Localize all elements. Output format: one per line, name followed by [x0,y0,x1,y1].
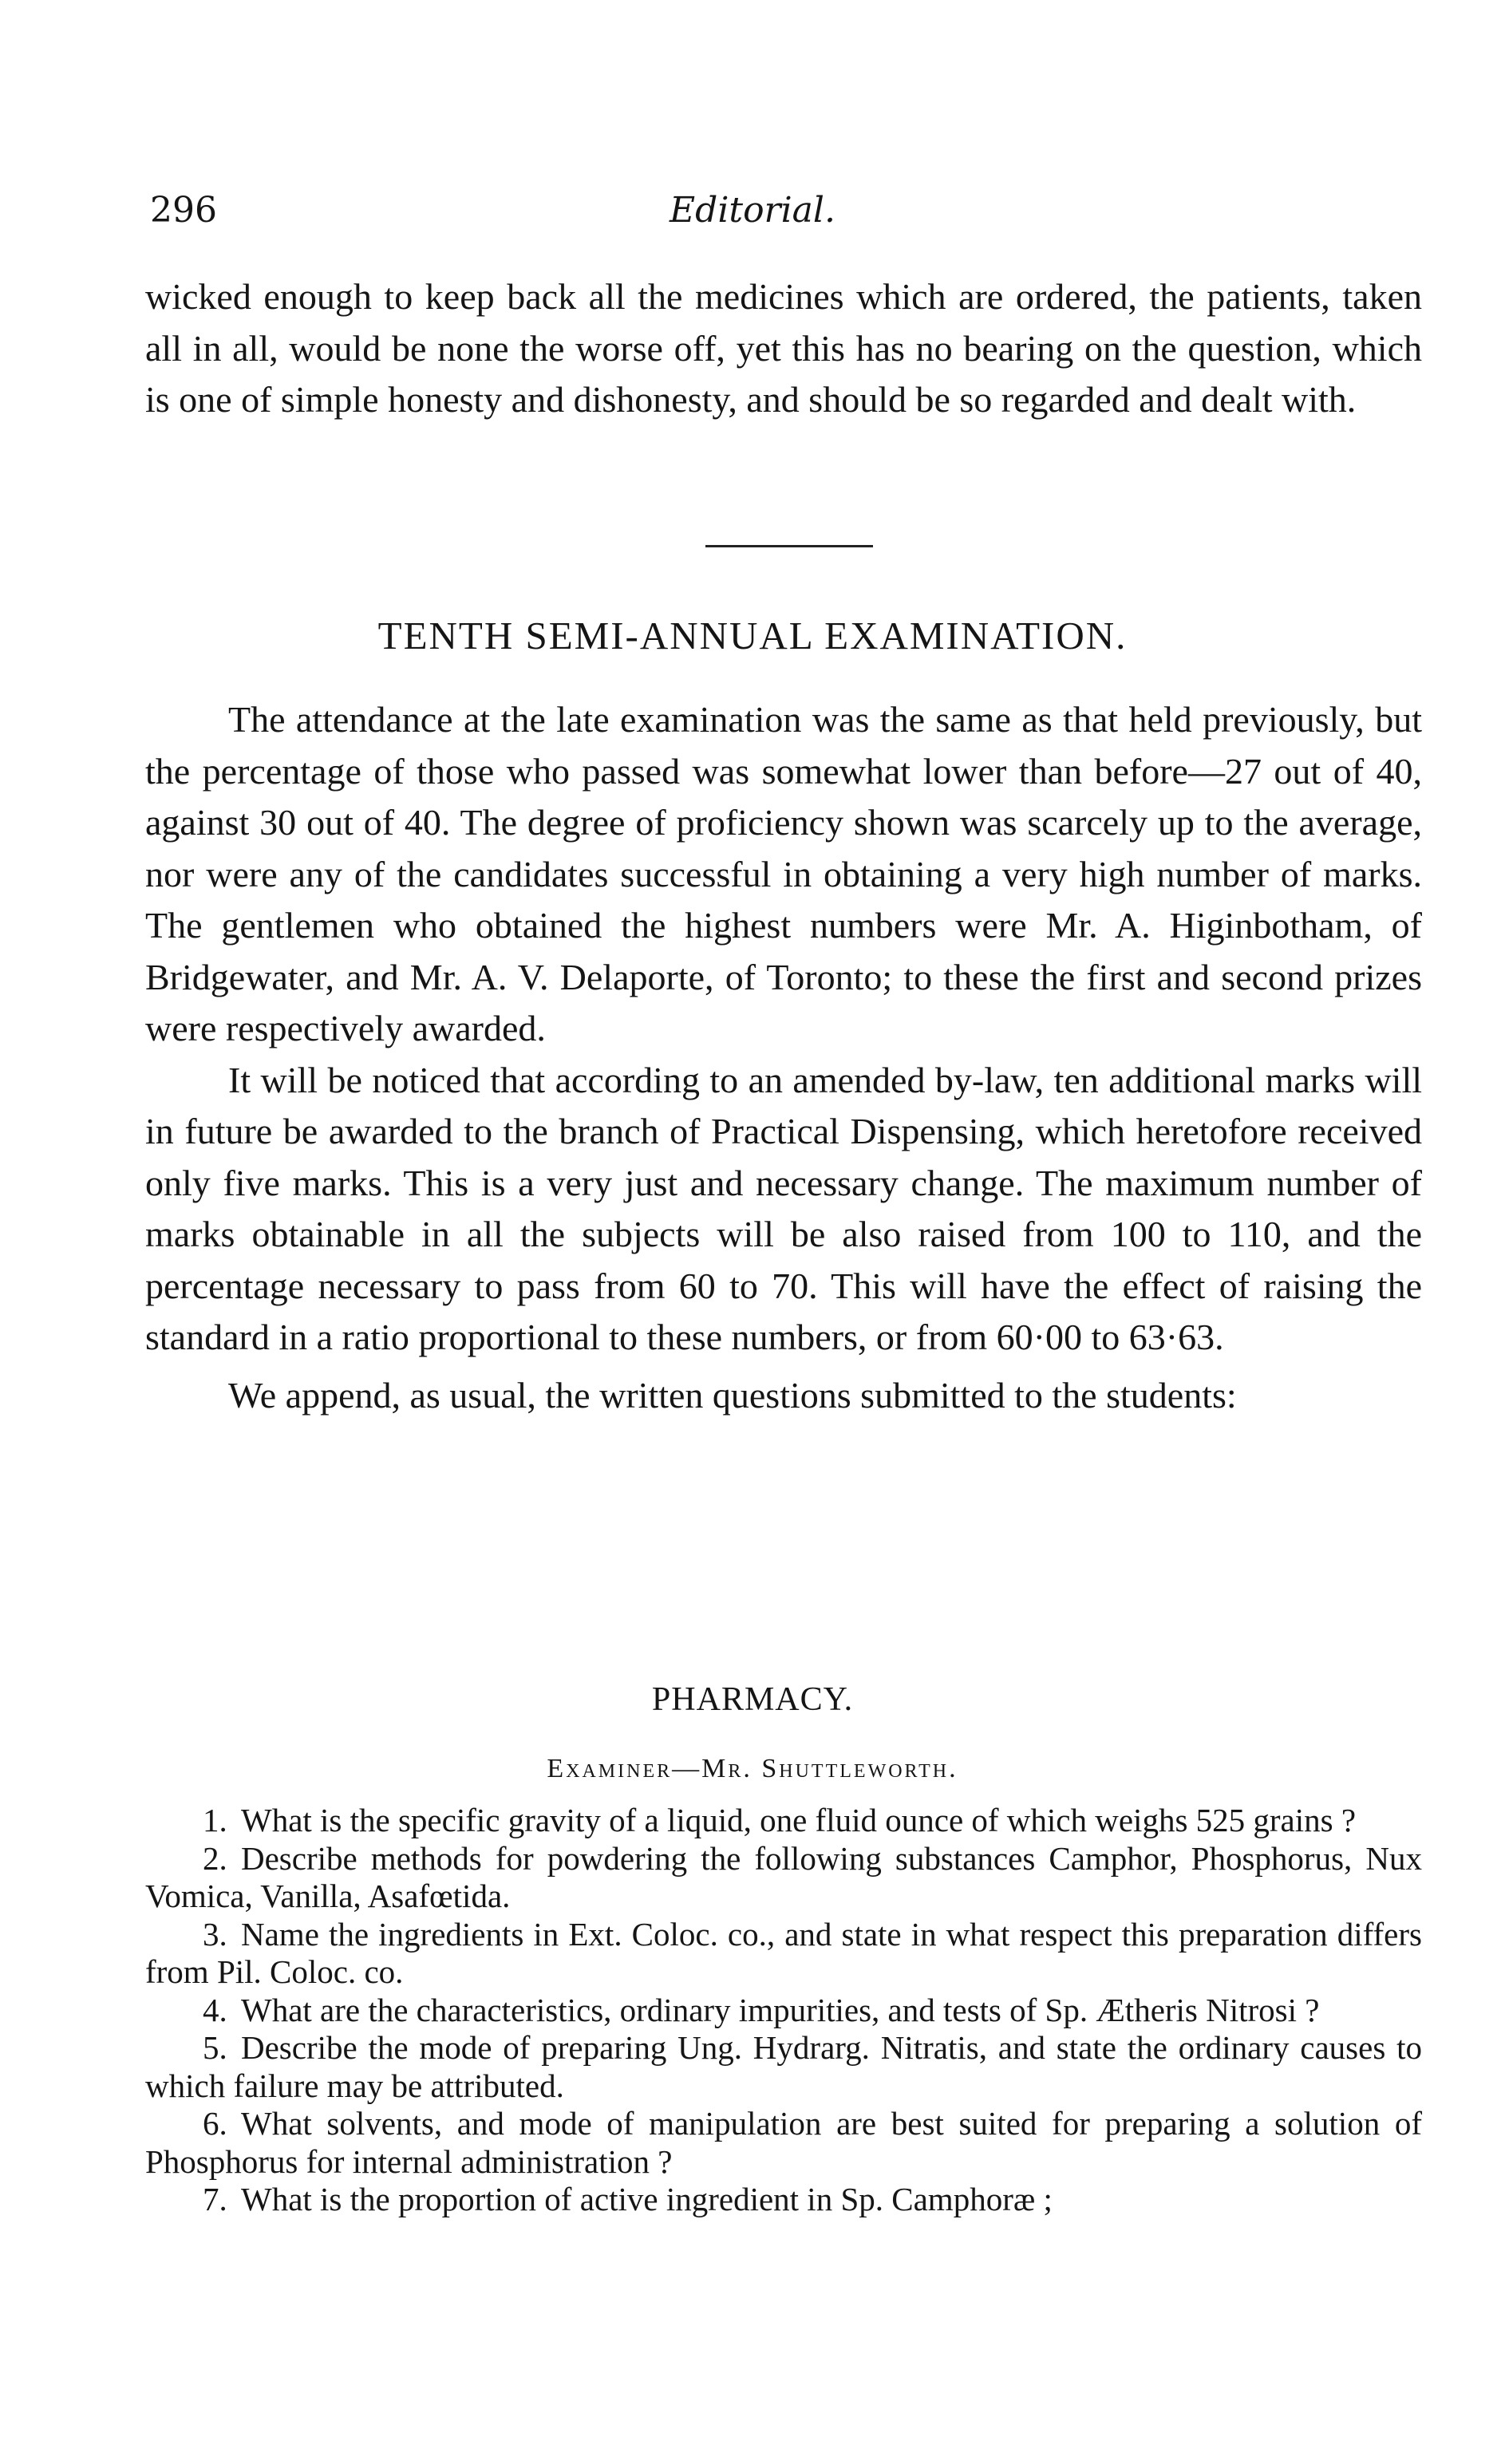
question-number: 7. [203,2181,227,2217]
question-number: 3. [203,1915,227,1953]
question-item [145,1840,1422,1916]
section-body [145,694,1422,1421]
question-item [145,1802,1422,1840]
page-number: 296 [150,190,217,231]
section-title: TENTH SEMI-ANNUAL EXAMINATION. [377,614,1128,657]
question-text: Describe the mode of preparing Ung. Hydrarg. Nitratis, and state the ordinary causes to which failure may be attributed. [145,2029,1422,2104]
paragraph-append: We append, as usual, the written questions submitted to the students: [228,1374,1237,1416]
question-number: 2. [203,1839,227,1877]
continued-paragraph: wicked enough to keep back all the medicines which are ordered, the patients, taken all in all, would be none the worse off, yet this has no bearing on the question, which is one of simple honesty and dishonesty, and should be so regarded and dealt with. [145,276,1422,420]
question-item [145,2105,1422,2181]
running-head: Editorial. [670,190,835,231]
question-number: 4. [203,1991,227,2028]
question-text: Name the ingredients in Ext. Coloc. co., and state in what respect this preparation differs from Pil. Coloc. co. [145,1915,1422,1990]
question-text: What are the characteristics, ordinary impurities, and tests of Sp. Ætheris Nitrosi ? [241,1991,1320,2028]
paragraph-attendance: The attendance at the late examination was the same as that held previously, but the percentage of those who passed was somewhat lower than before—27 out of 40, against 30 out of 40. The degree of proficiency shown was scarcely up to the average, nor were any of the candidates successful in obtaining a very high number of marks. The gentlemen who obtained the highest numbers were Mr. A. Higinbotham, of Bridgewater, and Mr. A. V. Delaporte, of Toronto; to these the first and second prizes were respectively awarded. [145,699,1422,1048]
question-text: Describe methods for powdering the following substances Camphor, Phosphorus, Nux Vomica, Vanilla, Asafœtida. [145,1839,1422,1914]
question-item [145,1992,1422,2030]
question-text: What is the specific gravity of a liquid, one fluid ounce of which weighs 525 grains ? [241,1802,1357,1838]
page-header [150,190,1355,246]
question-item [145,1916,1422,1992]
question-number: 1. [203,1802,227,1838]
continued-text-block [145,271,1422,426]
section-divider [705,545,873,547]
question-item [145,2181,1422,2219]
question-number: 5. [203,2029,227,2066]
subsection-title: PHARMACY. [651,1681,854,1718]
question-text: What is the proportion of active ingredient in Sp. Camphoræ ; [241,2181,1053,2217]
question-number: 6. [203,2105,227,2142]
question-text: What solvents, and mode of manipulation are best suited for preparing a solution of Phosphorus for internal administration ? [145,2105,1422,2180]
examiner-line: Examiner—Mr. Shuttleworth. [547,1754,958,1783]
paragraph-bylaw: It will be noticed that according to an amended by-law, ten additional marks will in future be awarded to the branch of Practical Dispensing, which heretofore received only five marks. This is a very just and necessary change. The maximum number of marks obtainable in all the subjects will be also raised from 100 to 110, and the percentage necessary to pass from 60 to 70. This will have the effect of raising the standard in a ratio proportional to these numbers, or from 60·00 to 63·63. [145,1059,1422,1357]
question-list [145,1802,1422,2219]
question-item [145,2029,1422,2105]
